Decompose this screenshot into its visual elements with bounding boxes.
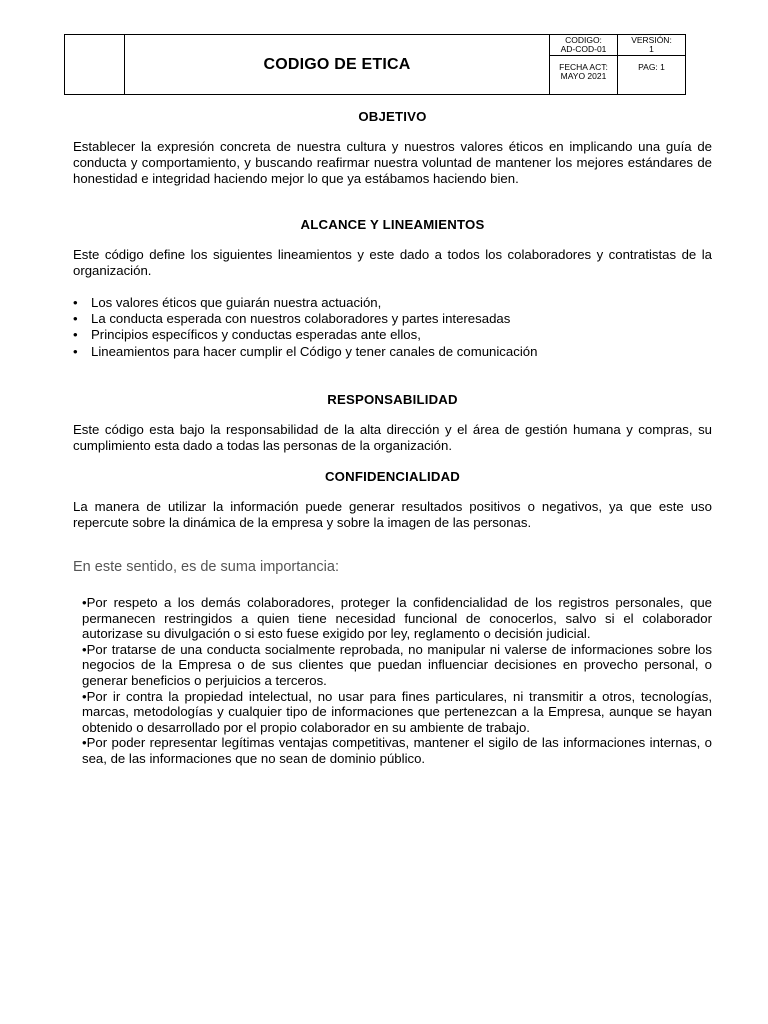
bullet-icon: • xyxy=(82,688,87,704)
bullet-icon: • xyxy=(73,327,78,343)
fecha-value: MAYO 2021 xyxy=(560,71,607,81)
confidencialidad-lead: En este sentido, es de suma importancia: xyxy=(73,559,339,575)
fecha-cell xyxy=(550,56,618,95)
pagina-cell xyxy=(618,56,685,95)
list-item: •Por respeto a los demás colaboradores, proteger la confidencialidad de los registros personales, que permanecen restringidos a quien tiene necesidad funcional de conocerlos, salvo si el colaborador autorizase su divulgación o si esto fuese exigido por ley, reglamento o decisión judicial. xyxy=(82,595,712,642)
alcance-heading: ALCANCE Y LINEAMIENTOS xyxy=(300,217,485,232)
bullet-icon: • xyxy=(82,735,87,751)
list-item: •Por poder representar legítimas ventajas competitivas, mantener el sigilo de las informaciones internas, o sea, de las informaciones que no sean de dominio público. xyxy=(82,735,712,766)
list-item: • Principios específicos y conductas esperadas ante ellos, xyxy=(73,327,421,343)
bullet-icon: • xyxy=(73,295,78,310)
pagina-label: PAG: 1 xyxy=(638,62,665,72)
codigo-value: AD-COD-01 xyxy=(560,44,607,54)
bullet-icon: • xyxy=(73,343,78,359)
objetivo-heading: OBJETIVO xyxy=(358,109,427,124)
confidencialidad-list xyxy=(82,595,712,767)
fecha-label: FECHA ACT: xyxy=(559,62,608,72)
confidencialidad-paragraph: La manera de utilizar la información puede generar resultados positivos o negativos, ya que este uso repercute sobre la dinámica de la empresa y sobre la imagen de las personas. xyxy=(73,499,712,531)
alcance-paragraph: Este código define los siguientes lineamientos y este dado a todos los colaboradores y contratistas de la organización. xyxy=(73,247,712,279)
codigo-label: CODIGO: xyxy=(565,35,602,45)
list-item: • La conducta esperada con nuestros colaboradores y partes interesadas xyxy=(73,311,511,327)
alcance-list xyxy=(73,295,712,360)
bullet-icon: • xyxy=(82,595,87,610)
responsabilidad-paragraph: Este código esta bajo la responsabilidad de la alta dirección y el área de gestión humana y compras, su cumplimiento esta dado a todas las personas de la organización. xyxy=(73,422,712,454)
version-value: 1 xyxy=(649,44,654,54)
codigo-cell xyxy=(550,35,618,56)
list-item: • Lineamientos para hacer cumplir el Código y tener canales de comunicación xyxy=(73,343,538,359)
bullet-icon: • xyxy=(82,641,87,657)
list-item: •Por tratarse de una conducta socialmente reprobada, no manipular ni valerse de informaciones sobre los negocios de la Empresa o de sus clientes que puedan influenciar decisiones en provecho personal, o generar beneficios o perjuicios a terceros. xyxy=(82,641,712,688)
document-meta-grid xyxy=(550,35,685,94)
version-cell xyxy=(618,35,685,56)
document-header-table xyxy=(64,34,686,95)
responsabilidad-heading: RESPONSABILIDAD xyxy=(327,392,458,407)
document-title: CODIGO DE ETICA xyxy=(125,35,550,94)
version-label: VERSIÓN: xyxy=(631,35,672,45)
list-item: • Los valores éticos que guiarán nuestra actuación, xyxy=(73,295,382,310)
bullet-icon: • xyxy=(73,311,78,327)
logo-cell xyxy=(65,35,125,94)
list-item: •Por ir contra la propiedad intelectual, no usar para fines particulares, ni transmitir a otros, tecnologías, marcas, metodologías y cualquier tipo de informaciones que pertenezcan a la Empresa, aunque se hayan obtenido o desarrollado por el propio colaborador en su ambiente de trabajo. xyxy=(82,688,712,735)
confidencialidad-heading: CONFIDENCIALIDAD xyxy=(324,469,461,484)
objetivo-paragraph: Establecer la expresión concreta de nuestra cultura y nuestros valores éticos en implicando una guía de conducta y comportamiento, y buscando reafirmar nuestra voluntad de mantener los mejores estándares de honestidad e integridad haciendo mejor lo que ya estábamos haciendo bien. xyxy=(73,139,712,187)
